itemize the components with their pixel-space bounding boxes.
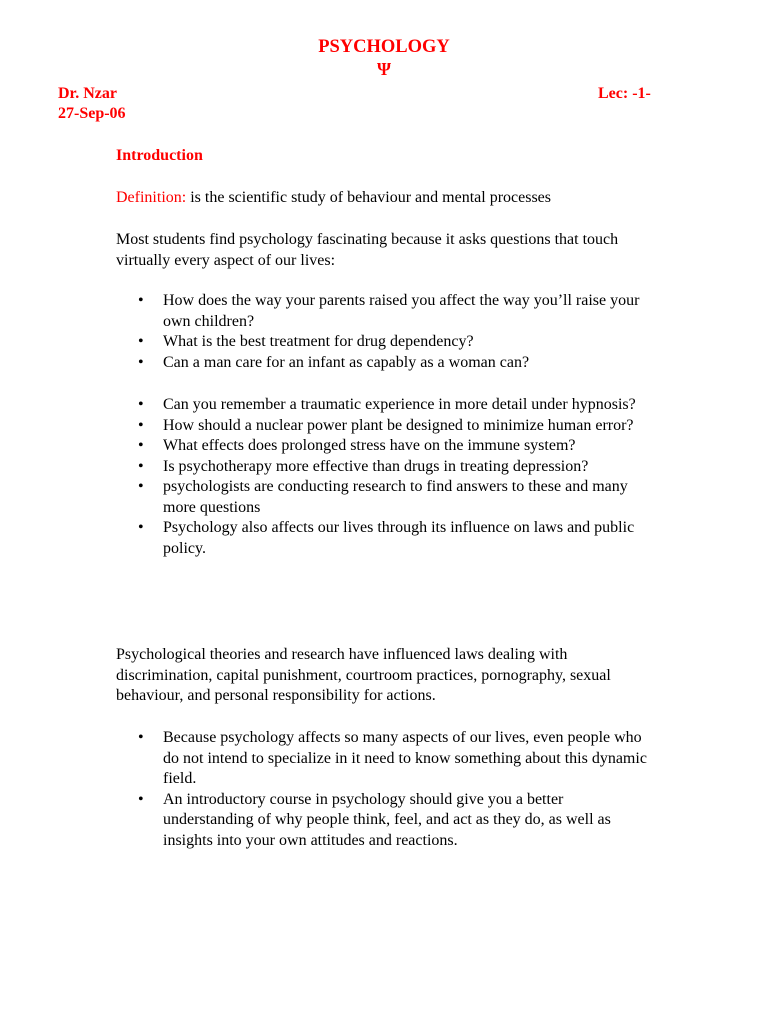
- definition-line: [116, 188, 736, 209]
- bullet-icon: •: [138, 457, 144, 475]
- list-item: [116, 436, 656, 457]
- list-item-text: Can you remember a traumatic experience in more detail under hypnosis?: [163, 396, 636, 413]
- questions-list-1: [116, 291, 656, 373]
- definition-label: Definition:: [116, 189, 187, 206]
- questions-list-2: [116, 395, 656, 559]
- list-item-text: An introductory course in psychology should give you a better understanding of why people think, feel, and act as they do, as well as insights into your own attitudes and reactions.: [163, 790, 611, 849]
- list-item: [116, 395, 656, 416]
- list-item-text: How does the way your parents raised you affect the way you’ll raise your own children?: [163, 292, 640, 330]
- bullet-icon: •: [138, 416, 144, 434]
- closing-points-list: [116, 728, 656, 851]
- list-item-text: What effects does prolonged stress have on the immune system?: [163, 437, 576, 454]
- list-item: [116, 457, 656, 478]
- list-item: [116, 518, 656, 559]
- list-item: [116, 477, 656, 518]
- list-item: [116, 728, 656, 790]
- bullet-icon: •: [138, 292, 144, 309]
- bullet-icon: •: [138, 396, 144, 413]
- list-item: [116, 416, 656, 437]
- bullet-icon: •: [138, 478, 144, 495]
- bullet-icon: •: [138, 333, 144, 350]
- bullet-icon: •: [138, 437, 144, 454]
- bullet-icon: •: [138, 353, 144, 371]
- list-item-text: Psychology also affects our lives through its influence on laws and public policy.: [163, 519, 635, 557]
- section-heading: Introduction: [116, 147, 203, 164]
- intro-paragraph: Most students find psychology fascinating because it asks questions that touch virtually every aspect of our lives:: [116, 231, 619, 269]
- list-item-text: psychologists are conducting research to find answers to these and many more questions: [163, 478, 628, 516]
- list-item-text: Can a man care for an infant as capably as a woman can?: [163, 353, 530, 371]
- lecture-date: 27-Sep-06: [58, 105, 126, 122]
- list-item: [116, 790, 656, 852]
- bullet-icon: •: [138, 729, 144, 746]
- list-item-text: Because psychology affects so many aspects of our lives, even people who do not intend to specialize in it need to know something about this dynamic field.: [163, 729, 647, 787]
- lecture-number: Lec: -1-: [598, 85, 651, 102]
- bullet-icon: •: [138, 519, 144, 536]
- list-item-text: Is psychotherapy more effective than drugs in treating depression?: [163, 457, 589, 475]
- psi-symbol: Ψ: [376, 59, 392, 79]
- author-name: Dr. Nzar: [58, 85, 117, 102]
- list-item: [116, 353, 656, 374]
- list-item-text: What is the best treatment for drug dependency?: [163, 333, 474, 350]
- bullet-icon: •: [138, 790, 144, 808]
- list-item-text: How should a nuclear power plant be designed to minimize human error?: [163, 416, 634, 434]
- list-item: [116, 291, 656, 332]
- laws-paragraph: Psychological theories and research have influenced laws dealing with discrimination, capital punishment, courtroom practices, pornography, sexual behaviour, and personal responsibility for actions.: [116, 646, 611, 704]
- definition-text: is the scientific study of behaviour and mental processes: [186, 189, 552, 206]
- document-title: PSYCHOLOGY: [318, 37, 450, 57]
- list-item: [116, 332, 656, 353]
